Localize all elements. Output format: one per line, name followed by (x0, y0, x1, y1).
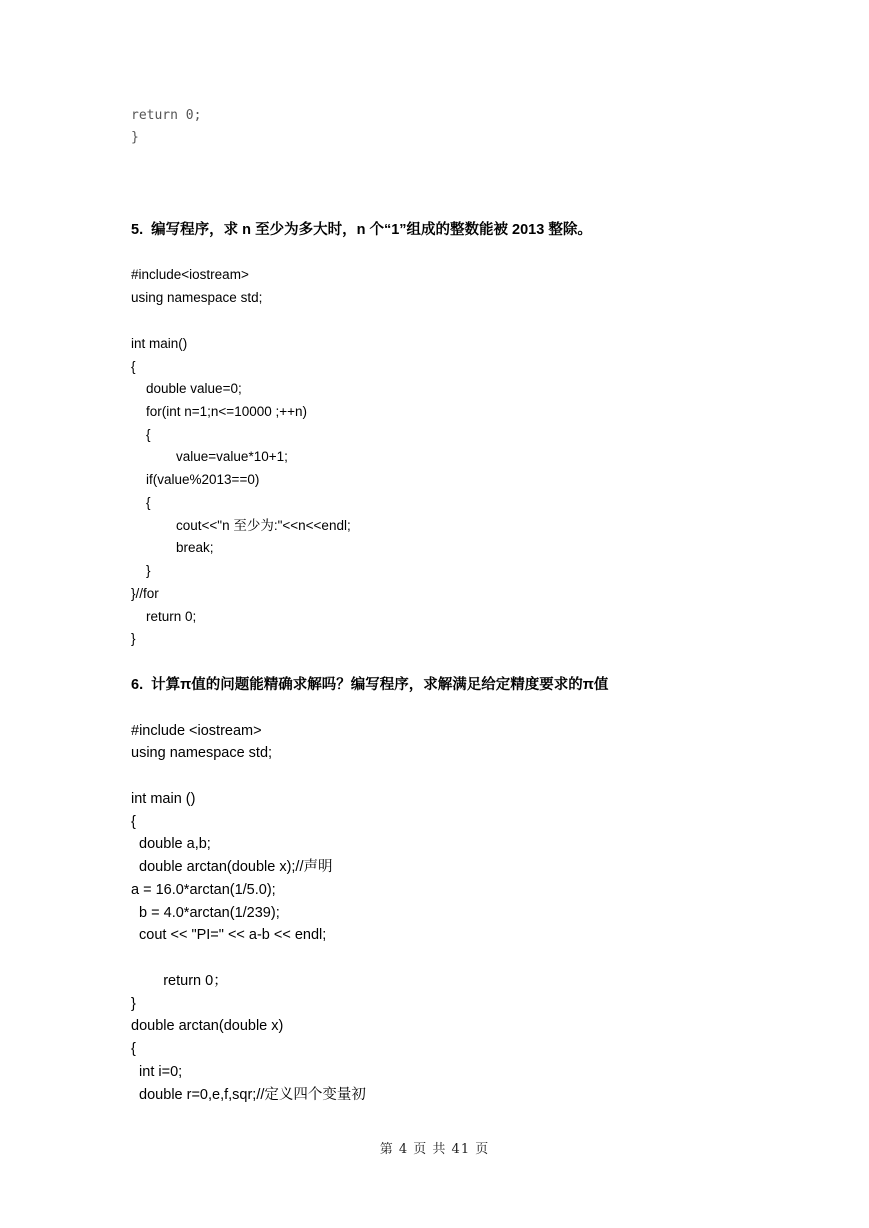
code-line: int main() (131, 336, 188, 351)
code-line: double value=0; (131, 381, 242, 396)
code-line: } (131, 563, 151, 578)
code-line: } (131, 631, 136, 646)
code-line: { (131, 427, 151, 442)
code-line: } (131, 996, 136, 1012)
code-line: int i=0; (131, 1064, 183, 1080)
code-line: cout<<"n 至少为:"<<n<<endl; (131, 518, 351, 533)
code-line: double arctan(double x);//声明 (131, 859, 333, 875)
code-line: int main () (131, 791, 196, 807)
question-6-heading: 6. 计算π值的问题能精确求解吗？编写程序，求解满足给定精度要求的π值 (131, 677, 609, 693)
code-line: b = 4.0*arctan(1/239); (131, 905, 280, 921)
code-line: #include<iostream> (131, 267, 249, 282)
code-line: double r=0,e,f,sqr;//定义四个变量初 (131, 1087, 366, 1103)
code-line: { (131, 495, 151, 510)
code-line: return 0; (131, 609, 197, 624)
page-footer: 第 4 页 共 41 页 (379, 1142, 490, 1157)
code-line: cout << "PI=" << a-b << endl; (131, 927, 327, 943)
code-line: } (131, 130, 139, 145)
code-line: for(int n=1;n<=10000 ;++n) (131, 404, 308, 419)
code-line: a = 16.0*arctan(1/5.0); (131, 882, 276, 898)
code-line: break; (131, 540, 214, 555)
code-line: double a,b; (131, 836, 211, 852)
code-line: { (131, 359, 136, 374)
code-line: return 0; (131, 108, 202, 123)
code-line: { (131, 814, 136, 830)
code-line: if(value%2013==0) (131, 472, 260, 487)
code-line: using namespace std; (131, 290, 263, 305)
code-line: return 0； (131, 973, 228, 989)
code-line: { (131, 1041, 136, 1057)
code-line: double arctan(double x) (131, 1018, 284, 1034)
code-line: #include <iostream> (131, 723, 262, 739)
code-line: using namespace std; (131, 745, 273, 761)
question-5-heading: 5. 编写程序，求 n 至少为多大时，n 个“1”组成的整数能被 2013 整除。 (131, 222, 592, 238)
code-line: }//for (131, 586, 159, 601)
code-line: value=value*10+1; (131, 449, 288, 464)
